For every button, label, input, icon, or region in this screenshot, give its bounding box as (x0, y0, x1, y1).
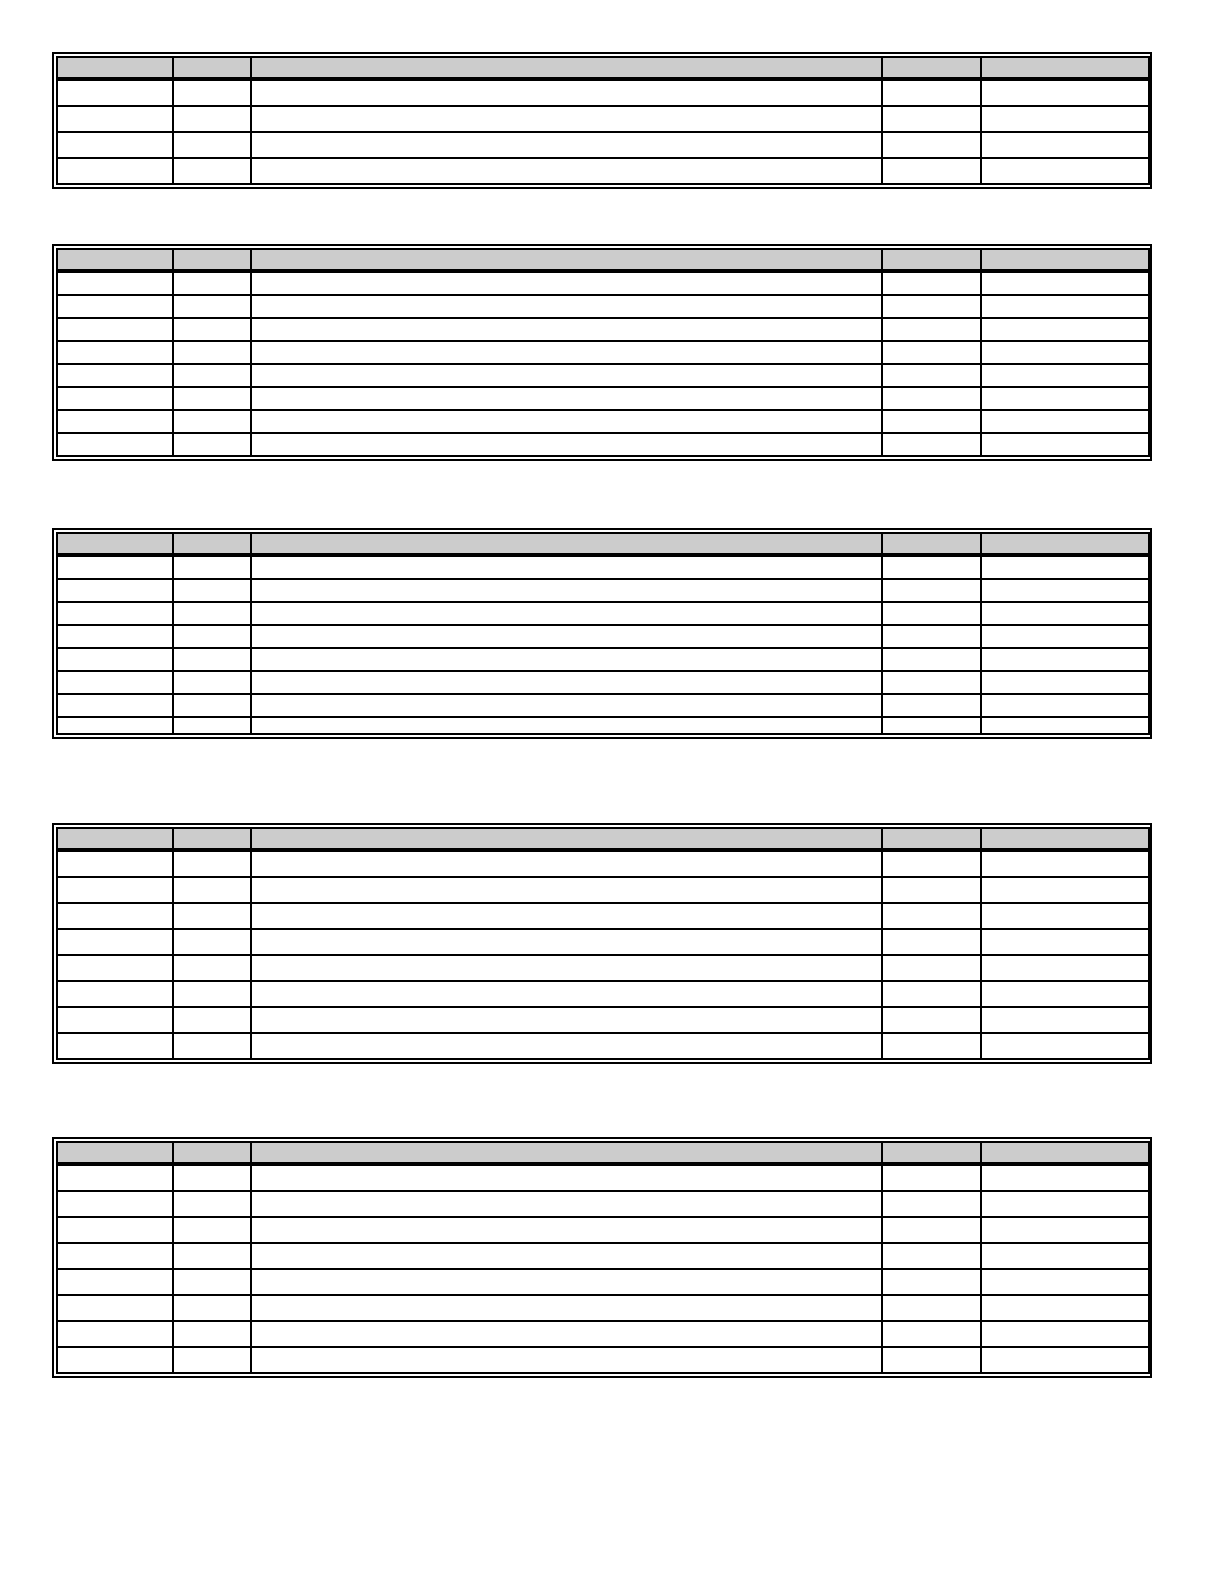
table-cell (173, 158, 251, 184)
table-cell (981, 106, 1149, 132)
table-cell (251, 694, 882, 717)
table-cell (981, 1347, 1149, 1373)
table-row (57, 1007, 1149, 1033)
table-cell (882, 671, 981, 694)
table-row (57, 903, 1149, 929)
table-cell (882, 717, 981, 734)
table-cell (882, 410, 981, 433)
table-cell (882, 295, 981, 318)
table-cell (882, 877, 981, 903)
header-cell (981, 828, 1149, 849)
table-cell (981, 694, 1149, 717)
table-cell (251, 295, 882, 318)
table-cell (57, 1191, 173, 1217)
table-cell (882, 929, 981, 955)
table-cell (882, 955, 981, 981)
table-cell (882, 318, 981, 341)
table-cell (57, 648, 173, 671)
header-cell (882, 828, 981, 849)
table-cell (173, 694, 251, 717)
table-cell (981, 364, 1149, 387)
table-cell (173, 433, 251, 456)
table-cell (57, 602, 173, 625)
table-cell (251, 717, 882, 734)
table-cell (981, 625, 1149, 648)
table-cell (981, 602, 1149, 625)
table-cell (57, 1217, 173, 1243)
header-cell (173, 249, 251, 270)
table-row (57, 433, 1149, 456)
table-row (57, 80, 1149, 106)
table-row (57, 1347, 1149, 1373)
table-header-row (57, 57, 1149, 78)
table-cell (57, 295, 173, 318)
table-cell (57, 671, 173, 694)
blank-form-table-1 (52, 52, 1152, 189)
table-cell (981, 851, 1149, 877)
table-cell (173, 295, 251, 318)
table-cell (981, 671, 1149, 694)
table-header-row (57, 1142, 1149, 1163)
header-cell (173, 57, 251, 78)
blank-form-table-4 (52, 823, 1152, 1064)
header-cell (251, 828, 882, 849)
table-cell (57, 1269, 173, 1295)
table-row (57, 318, 1149, 341)
table-cell (173, 1033, 251, 1059)
table-cell (251, 1033, 882, 1059)
table-cell (251, 648, 882, 671)
table-cell (173, 1269, 251, 1295)
table-cell (173, 877, 251, 903)
table-cell (251, 625, 882, 648)
table-cell (981, 579, 1149, 602)
table-cell (173, 602, 251, 625)
table-cell (251, 1321, 882, 1347)
table-cell (173, 1243, 251, 1269)
table-cell (981, 717, 1149, 734)
header-cell (882, 57, 981, 78)
table-row (57, 158, 1149, 184)
table-cell (173, 1007, 251, 1033)
header-cell (882, 1142, 981, 1163)
table-cell (173, 341, 251, 364)
table-cell (251, 877, 882, 903)
table-cell (57, 106, 173, 132)
table-cell (57, 694, 173, 717)
table-cell (882, 1321, 981, 1347)
table-cell (882, 272, 981, 295)
table-cell (57, 851, 173, 877)
table-cell (57, 158, 173, 184)
table-cell (251, 272, 882, 295)
table-row (57, 387, 1149, 410)
table-cell (57, 903, 173, 929)
table-row (57, 1295, 1149, 1321)
table-row (57, 341, 1149, 364)
table-cell (173, 272, 251, 295)
table-row (57, 579, 1149, 602)
table-cell (251, 1191, 882, 1217)
table-cell (882, 1243, 981, 1269)
table-cell (173, 106, 251, 132)
table-row (57, 1165, 1149, 1191)
header-cell (251, 533, 882, 554)
header-cell (57, 533, 173, 554)
table-cell (57, 877, 173, 903)
table-cell (173, 318, 251, 341)
table-cell (57, 929, 173, 955)
table-cell (981, 341, 1149, 364)
table-cell (981, 903, 1149, 929)
table-cell (251, 1347, 882, 1373)
table-cell (173, 1191, 251, 1217)
table-row (57, 1243, 1149, 1269)
blank-form-table-2 (52, 244, 1152, 461)
table-cell (57, 1243, 173, 1269)
table-cell (882, 1347, 981, 1373)
table-cell (57, 318, 173, 341)
table-cell (57, 1033, 173, 1059)
table-cell (981, 1243, 1149, 1269)
table-cell (57, 981, 173, 1007)
table-cell (882, 625, 981, 648)
header-cell (57, 249, 173, 270)
blank-form-table-3 (52, 528, 1152, 739)
table-cell (882, 903, 981, 929)
table-cell (57, 556, 173, 579)
table-header-row (57, 828, 1149, 849)
table-cell (981, 1321, 1149, 1347)
table-cell (251, 364, 882, 387)
table-cell (251, 1007, 882, 1033)
table-cell (173, 1165, 251, 1191)
table-row (57, 671, 1149, 694)
table-cell (882, 1217, 981, 1243)
table-cell (251, 903, 882, 929)
table-cell (251, 106, 882, 132)
table-cell (173, 1217, 251, 1243)
table-cell (981, 1191, 1149, 1217)
table-cell (173, 717, 251, 734)
table-row (57, 1191, 1149, 1217)
table-cell (981, 272, 1149, 295)
table-row (57, 556, 1149, 579)
header-cell (173, 828, 251, 849)
table-header-row (57, 533, 1149, 554)
table-cell (173, 132, 251, 158)
table-cell (173, 579, 251, 602)
table-cell (251, 387, 882, 410)
table-cell (981, 1033, 1149, 1059)
table-cell (882, 158, 981, 184)
table-cell (882, 1033, 981, 1059)
header-cell (57, 57, 173, 78)
table-cell (57, 341, 173, 364)
table-cell (981, 158, 1149, 184)
table-cell (251, 1165, 882, 1191)
table-row (57, 929, 1149, 955)
table-cell (173, 955, 251, 981)
table-cell (57, 1007, 173, 1033)
table-cell (173, 556, 251, 579)
table-row (57, 955, 1149, 981)
table-cell (57, 364, 173, 387)
table-cell (173, 981, 251, 1007)
table-cell (882, 851, 981, 877)
table-cell (882, 694, 981, 717)
table-cell (981, 556, 1149, 579)
table-row (57, 106, 1149, 132)
table-cell (173, 80, 251, 106)
table-cell (57, 1165, 173, 1191)
table-row (57, 694, 1149, 717)
table-cell (882, 341, 981, 364)
table-cell (981, 132, 1149, 158)
table-cell (251, 579, 882, 602)
header-cell (251, 57, 882, 78)
table-cell (882, 106, 981, 132)
header-cell (882, 249, 981, 270)
table-cell (981, 387, 1149, 410)
table-cell (251, 1269, 882, 1295)
table-cell (251, 1243, 882, 1269)
table-cell (57, 1347, 173, 1373)
table-cell (251, 158, 882, 184)
table-cell (981, 433, 1149, 456)
table-row (57, 364, 1149, 387)
table-cell (57, 272, 173, 295)
table-cell (882, 579, 981, 602)
table-cell (251, 433, 882, 456)
table-cell (173, 648, 251, 671)
table-cell (251, 132, 882, 158)
table-cell (251, 1295, 882, 1321)
table-cell (57, 433, 173, 456)
table-cell (882, 648, 981, 671)
header-cell (981, 533, 1149, 554)
table-cell (882, 1191, 981, 1217)
table-row (57, 648, 1149, 671)
table-cell (57, 717, 173, 734)
table-cell (251, 981, 882, 1007)
table-cell (882, 1269, 981, 1295)
table-cell (251, 955, 882, 981)
table-cell (882, 602, 981, 625)
table-cell (57, 955, 173, 981)
table-cell (173, 364, 251, 387)
table-cell (57, 132, 173, 158)
table-header-row (57, 249, 1149, 270)
table-cell (173, 410, 251, 433)
table-cell (251, 410, 882, 433)
table-row (57, 132, 1149, 158)
table-row (57, 625, 1149, 648)
table-cell (981, 295, 1149, 318)
header-cell (882, 533, 981, 554)
table-cell (57, 1321, 173, 1347)
table-row (57, 295, 1149, 318)
table-cell (981, 955, 1149, 981)
blank-form-table-5 (52, 1137, 1152, 1378)
table-cell (251, 556, 882, 579)
table-row (57, 877, 1149, 903)
table-row (57, 1217, 1149, 1243)
table-cell (251, 80, 882, 106)
table-row (57, 410, 1149, 433)
table-row (57, 851, 1149, 877)
table-cell (882, 132, 981, 158)
table-cell (981, 929, 1149, 955)
table-cell (173, 1321, 251, 1347)
table-cell (981, 1217, 1149, 1243)
table-cell (981, 1269, 1149, 1295)
table-cell (57, 387, 173, 410)
table-cell (882, 80, 981, 106)
table-cell (981, 648, 1149, 671)
table-cell (981, 981, 1149, 1007)
table-cell (57, 625, 173, 648)
header-cell (981, 57, 1149, 78)
table-cell (882, 387, 981, 410)
table-cell (173, 671, 251, 694)
header-cell (981, 249, 1149, 270)
table-cell (251, 929, 882, 955)
table-cell (173, 851, 251, 877)
table-row (57, 1269, 1149, 1295)
table-cell (882, 433, 981, 456)
table-cell (251, 341, 882, 364)
header-cell (57, 1142, 173, 1163)
table-cell (57, 1295, 173, 1321)
table-cell (251, 851, 882, 877)
table-cell (173, 1295, 251, 1321)
table-cell (882, 1295, 981, 1321)
table-cell (981, 877, 1149, 903)
table-row (57, 717, 1149, 734)
table-row (57, 981, 1149, 1007)
table-cell (173, 625, 251, 648)
table-cell (981, 80, 1149, 106)
header-cell (981, 1142, 1149, 1163)
table-cell (981, 1007, 1149, 1033)
table-cell (882, 364, 981, 387)
table-cell (882, 556, 981, 579)
table-cell (251, 1217, 882, 1243)
table-cell (251, 602, 882, 625)
table-cell (173, 929, 251, 955)
table-cell (882, 1007, 981, 1033)
table-cell (173, 1347, 251, 1373)
table-cell (251, 671, 882, 694)
table-cell (981, 1295, 1149, 1321)
header-cell (173, 533, 251, 554)
table-row (57, 1033, 1149, 1059)
table-cell (173, 387, 251, 410)
table-cell (981, 318, 1149, 341)
table-cell (882, 981, 981, 1007)
header-cell (57, 828, 173, 849)
table-row (57, 1321, 1149, 1347)
table-cell (57, 80, 173, 106)
table-cell (882, 1165, 981, 1191)
header-cell (251, 1142, 882, 1163)
table-row (57, 272, 1149, 295)
table-cell (981, 1165, 1149, 1191)
table-cell (251, 318, 882, 341)
table-cell (57, 410, 173, 433)
table-cell (57, 579, 173, 602)
header-cell (173, 1142, 251, 1163)
table-cell (173, 903, 251, 929)
header-cell (251, 249, 882, 270)
table-cell (981, 410, 1149, 433)
table-row (57, 602, 1149, 625)
